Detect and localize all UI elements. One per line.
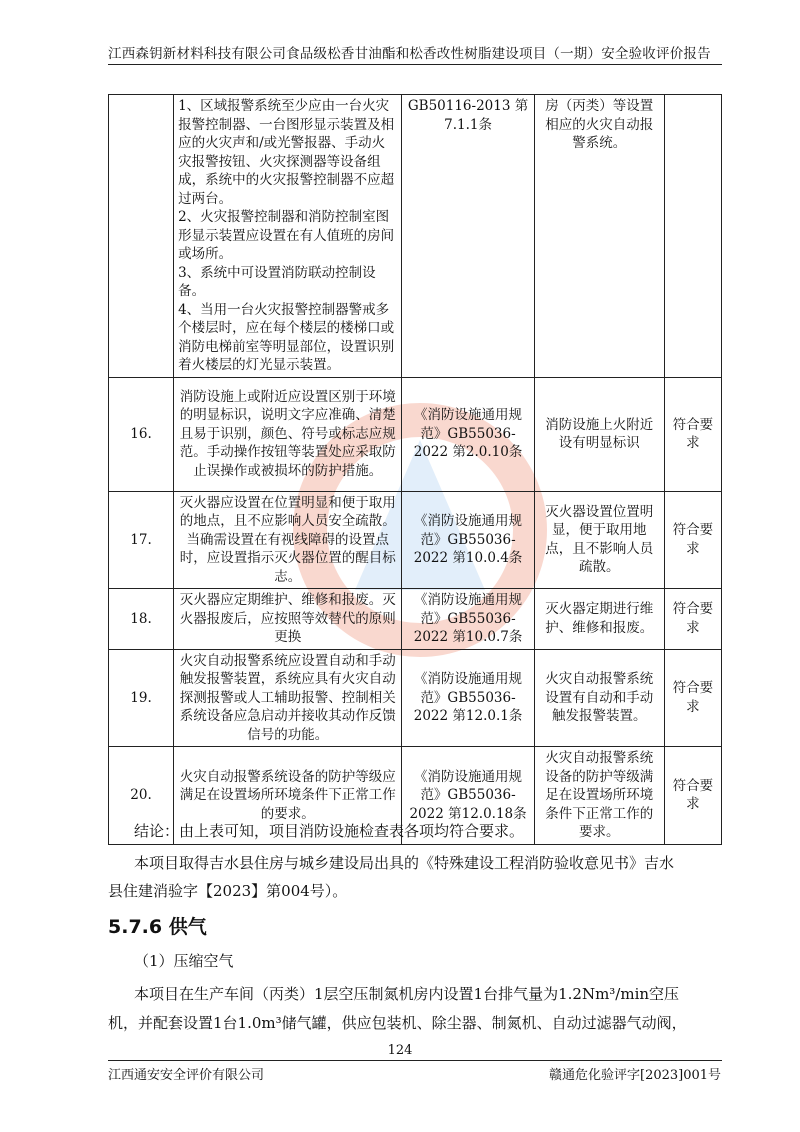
row-number: 18. <box>109 589 174 650</box>
result-cell: 符合要求 <box>664 649 721 747</box>
row-number: 16. <box>109 377 174 491</box>
fire-facility-checklist-table <box>108 94 722 845</box>
status-cell: 房（丙类）等设置相应的火灾自动报警系统。 <box>534 95 664 378</box>
approval-text-line2: 县住建消验字【2023】第004号）。 <box>108 882 348 900</box>
result-cell <box>664 95 721 378</box>
status-cell: 灭火器设置位置明显，便于取用地点，且不影响人员疏散。 <box>534 491 664 589</box>
status-cell: 火灾自动报警系统设备的防护等级满足在设置场所环境条件下正常工作的要求。 <box>534 747 664 845</box>
conclusion-text: 结论：由上表可知，项目消防设施检查表各项均符合要求。 <box>134 822 525 840</box>
row-number: 19. <box>109 649 174 747</box>
result-cell: 符合要求 <box>664 589 721 650</box>
paragraph-line1: 本项目在生产车间（丙类）1层空压制氮机房内设置1台排气量为1.2Nm³/min空压 <box>134 985 680 1003</box>
requirement-cell: 火灾自动报警系统设备的防护等级应满足在设置场所环境条件下正常工作的要求。 <box>174 747 402 845</box>
table-row <box>109 377 722 491</box>
table-row <box>109 491 722 589</box>
page-number: 124 <box>387 1043 413 1058</box>
basis-cell: 《消防设施通用规范》GB55036-2022 第10.0.4条 <box>402 491 534 589</box>
status-cell: 灭火器定期进行维护、维修和报废。 <box>534 589 664 650</box>
status-cell: 火灾自动报警系统设置有自动和手动触发报警装置。 <box>534 649 664 747</box>
result-cell: 符合要求 <box>664 747 721 845</box>
requirement-text: 1、区域报警系统至少应由一台火灾报警控制器、一台图形显示装置及相应的火灾声和/或光警报器、手动火灾报警按钮、火灾探测器等设备组成，系统中的火灾报警控制器不应超过两台。 2、火灾报警控制器和消防控制室图形显示装置应设置在有人值班的房间或场所。 3、系统中可设置消防联动控制设备。 4、当用一台火灾报警控制器警戒多个楼层时，应在每个楼层的楼梯口或消防电梯前室等明显部位，设置识别着火楼层的灯光显示装置。 <box>178 98 395 373</box>
basis-cell: 《消防设施通用规范》GB55036-2022 第10.0.7条 <box>402 589 534 650</box>
status-cell: 消防设施上火附近设有明显标识 <box>534 377 664 491</box>
requirement-cell <box>174 95 402 378</box>
header-divider <box>108 64 722 65</box>
requirement-cell: 灭火器应定期维护、维修和报废。灭火器报废后，应按照等效替代的原则更换 <box>174 589 402 650</box>
section-heading: 5.7.6 供气 <box>108 916 207 938</box>
table-row <box>109 649 722 747</box>
basis-cell: 《消防设施通用规范》GB55036-2022 第12.0.1条 <box>402 649 534 747</box>
row-number: 20. <box>109 747 174 845</box>
row-number <box>109 95 174 378</box>
footer-company: 江西通安安全评价有限公司 <box>108 1068 265 1083</box>
basis-cell: 《消防设施通用规范》GB55036-2022 第2.0.10条 <box>402 377 534 491</box>
basis-cell: GB50116-2013 第7.1.1条 <box>402 95 534 378</box>
basis-cell: 《消防设施通用规范》GB55036-2022 第12.0.18条 <box>402 747 534 845</box>
requirement-cell: 消防设施上或附近应设置区别于环境的明显标识，说明文字应准确、清楚且易于识别，颜色、符号或标志应规范。手动操作按钮等装置处应采取防止误操作或被损坏的防护措施。 <box>174 377 402 491</box>
paragraph-line2: 机，并配套设置1台1.0m³储气罐，供应包装机、除尘器、制氮机、自动过滤器气动阀， <box>108 1014 687 1032</box>
approval-text-line1: 本项目取得吉水县住房与城乡建设局出具的《特殊建设工程消防验收意见书》吉水 <box>134 854 675 872</box>
row-number: 17. <box>109 491 174 589</box>
requirement-cell: 火灾自动报警系统应设置自动和手动触发报警装置，系统应具有火灾自动探测报警或人工辅助报警、控制相关系统设备应急启动并接收其动作反馈信号的功能。 <box>174 649 402 747</box>
footer-report-number: 赣通危化验评字[2023]001号 <box>549 1068 722 1083</box>
table-row <box>109 589 722 650</box>
result-cell: 符合要求 <box>664 377 721 491</box>
table-row <box>109 95 722 378</box>
subsection-heading: （1）压缩空气 <box>134 952 234 970</box>
page-header-title: 江西森钥新材料科技有限公司食品级松香甘油酯和松香改性树脂建设项目（一期）安全验收评价报告 <box>108 46 711 62</box>
footer-divider <box>108 1060 722 1061</box>
result-cell: 符合要求 <box>664 491 721 589</box>
requirement-cell: 灭火器应设置在位置明显和便于取用的地点，且不应影响人员安全疏散。当确需设置在有视线障碍的设置点时，应设置指示灭火器位置的醒目标志。 <box>174 491 402 589</box>
